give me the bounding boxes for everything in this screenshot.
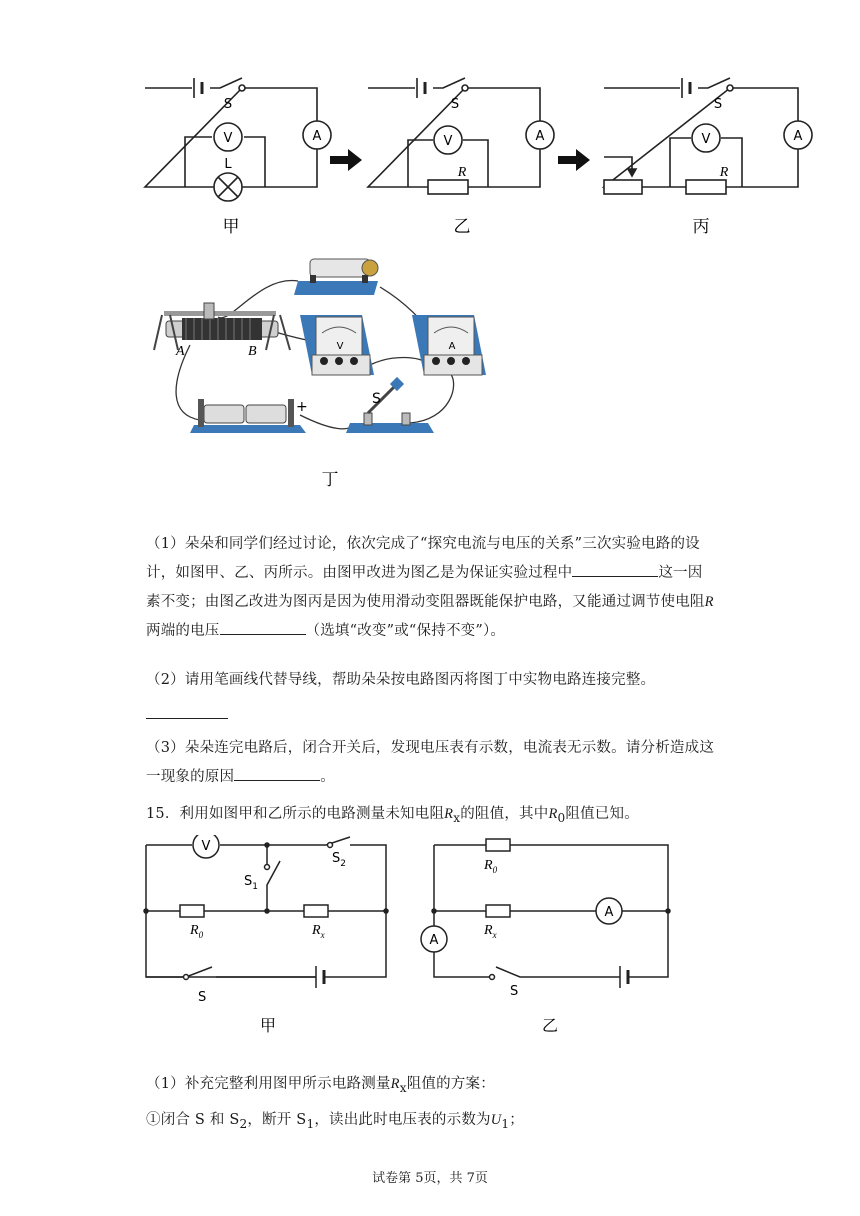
q14-p1-text-d: （选填“改变”或“保持不变”）。 xyxy=(305,623,506,639)
q15-step1-d: ； xyxy=(509,1112,524,1128)
label-a: A xyxy=(793,129,803,144)
label-r0: $R_0$ xyxy=(190,923,204,940)
resistor-board xyxy=(294,259,378,295)
label-s: S xyxy=(198,990,207,1005)
label-a-terminal: A xyxy=(176,344,185,359)
sub-1: 1 xyxy=(306,1116,315,1131)
label-s1: $S_1$ xyxy=(244,874,258,892)
q15-intro-c: 阻值已知。 xyxy=(565,806,639,822)
label-voltmeter: V xyxy=(336,341,344,352)
var-rx-sub: x xyxy=(453,810,461,825)
label-plus: + xyxy=(296,399,308,415)
q15-step1-a: ①闭合 S 和 S xyxy=(146,1112,240,1128)
q15-sub1-a: （1）补充完整利用图甲所示电路测量 xyxy=(146,1076,391,1092)
q14-p1-text-c: 两端的电压 xyxy=(146,623,220,639)
caption-jia: 甲 xyxy=(222,217,240,237)
circuit-q15-yi xyxy=(421,839,670,988)
q14-p1-text-b: 这一因素不变；由图乙改进为图丙是因为使用滑动变阻器既能保护电路，又能通过调节使电阻 xyxy=(146,565,705,610)
label-a: A xyxy=(604,905,614,920)
q15-step1-c: ，读出此时电压表的示数为 xyxy=(314,1112,491,1128)
caption-bing: 丙 xyxy=(692,217,710,237)
label-v: V xyxy=(223,131,233,146)
q15-sub1-b: 阻值的方案： xyxy=(406,1076,495,1092)
circuit-diagrams-q15 xyxy=(140,835,680,1035)
battery-holder xyxy=(190,399,306,433)
sub-2: 2 xyxy=(239,1116,248,1131)
label-v: V xyxy=(701,132,711,147)
caption-yi: 乙 xyxy=(453,217,471,237)
caption-ding: 丁 xyxy=(321,470,339,490)
label-r: R xyxy=(719,165,729,180)
caption-q15-jia: 甲 xyxy=(259,1016,277,1035)
q14-part2: （2）请用笔画线代替导线，帮助朵朵按电路图丙将图丁中实物电路连接完整。 xyxy=(146,672,656,688)
apparatus-ding xyxy=(150,245,500,495)
answer-blank-3[interactable] xyxy=(146,718,228,719)
caption-q15-yi: 乙 xyxy=(541,1016,559,1035)
q14-part1 xyxy=(146,530,716,646)
q15-intro-a: 15．利用如图甲和乙所示的电路测量未知电阻 xyxy=(146,806,445,822)
label-s: S xyxy=(713,97,723,112)
label-s2: $S_2$ xyxy=(332,851,346,869)
label-switch-s: S xyxy=(372,391,381,407)
label-s: S xyxy=(223,97,233,112)
label-r0: $R_0$ xyxy=(484,858,498,875)
label-a: A xyxy=(429,933,439,948)
var-rx: R xyxy=(444,806,454,822)
label-rx: $R_x$ xyxy=(484,923,497,940)
q15-step1-b: ，断开 S xyxy=(247,1112,307,1128)
var-rx: R xyxy=(390,1076,400,1092)
label-v: V xyxy=(443,134,453,149)
q15-sub1 xyxy=(146,1070,746,1103)
q14-p1-text-a: （1）朵朵和同学们经过讨论，依次完成了“探究电流与电压的关系”三次实验电路的设计，如图甲、乙、丙所示。由图甲改进为图乙是为保证实验过程中 xyxy=(146,536,700,581)
label-rx: $R_x$ xyxy=(312,923,325,940)
label-s: S xyxy=(450,97,460,112)
label-a: A xyxy=(312,129,322,144)
rheostat xyxy=(154,303,290,350)
label-v: V xyxy=(201,839,211,854)
label-b-terminal: B xyxy=(248,344,257,359)
var-u-sub: 1 xyxy=(501,1116,510,1131)
q14-part3 xyxy=(146,734,716,792)
var-r0-sub: 0 xyxy=(557,810,566,825)
circuit-jia xyxy=(145,78,331,201)
var-r: R xyxy=(704,594,714,610)
answer-blank-4[interactable] xyxy=(234,766,320,781)
label-s: S xyxy=(510,984,519,999)
var-rx-sub: x xyxy=(399,1080,407,1095)
q14-p3-text-b: 。 xyxy=(320,769,335,785)
page-footer: 试卷第 5页，共 7页 xyxy=(372,1171,488,1186)
q14-p3-text-a: （3）朵朵连完电路后，闭合开关后，发现电压表有示数，电流表无示数。请分析造成这一现象的原因 xyxy=(146,740,715,785)
var-r0: R xyxy=(548,806,558,822)
q15-intro xyxy=(146,800,746,833)
label-l: L xyxy=(224,157,232,172)
knife-switch xyxy=(346,377,434,433)
label-r: R xyxy=(457,165,467,180)
circuit-q15-jia xyxy=(144,835,388,988)
answer-blank-2[interactable] xyxy=(220,620,306,635)
q15-intro-b: 的阻值，其中 xyxy=(460,806,549,822)
var-u: U xyxy=(490,1112,502,1128)
label-ammeter: A xyxy=(448,341,456,352)
answer-blank-1[interactable] xyxy=(572,562,658,577)
circuit-diagrams-top xyxy=(130,60,830,250)
label-a: A xyxy=(535,129,545,144)
q15-step1 xyxy=(146,1106,746,1139)
